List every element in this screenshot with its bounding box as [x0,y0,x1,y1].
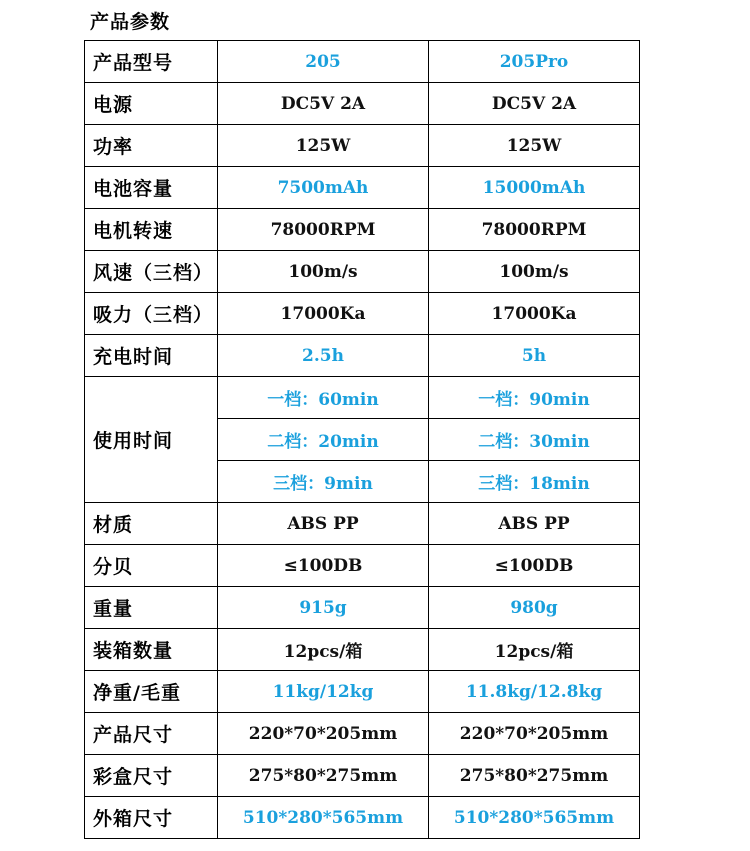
row-label: 使用时间 [85,377,218,503]
table-cell: 915g [218,587,429,629]
table-cell: 二档：30min [429,419,640,461]
row-label: 外箱尺寸 [85,797,218,839]
table-cell: ≤100DB [429,545,640,587]
table-cell: 275*80*275mm [429,755,640,797]
row-label: 产品尺寸 [85,713,218,755]
table-row-weight [85,587,640,629]
row-label: 净重/毛重 [85,671,218,713]
row-label: 风速（三档） [85,251,218,293]
table-cell: 510*280*565mm [218,797,429,839]
row-label: 材质 [85,503,218,545]
table-row-wattage [85,125,640,167]
row-label: 电池容量 [85,167,218,209]
table-row-charge-time [85,335,640,377]
table-cell: 11kg/12kg [218,671,429,713]
table-row-product-size [85,713,640,755]
table-cell: ≤100DB [218,545,429,587]
table-cell: 78000RPM [218,209,429,251]
table-cell: 一档：60min [218,377,429,419]
table-row-usage-1 [85,377,640,419]
table-cell: 220*70*205mm [218,713,429,755]
row-label: 重量 [85,587,218,629]
table-row-carton-size [85,797,640,839]
table-row-battery [85,167,640,209]
row-label: 功率 [85,125,218,167]
table-row-net-gross-weight [85,671,640,713]
table-cell: 5h [429,335,640,377]
table-cell: 12pcs/箱 [429,629,640,671]
table-cell: 17000Ka [218,293,429,335]
table-cell: 三档：9min [218,461,429,503]
row-label: 装箱数量 [85,629,218,671]
table-cell: 二档：20min [218,419,429,461]
table-row-box-size [85,755,640,797]
table-cell: 15000mAh [429,167,640,209]
table-cell: 17000Ka [429,293,640,335]
row-label: 产品型号 [85,41,218,83]
table-cell: 12pcs/箱 [218,629,429,671]
table-cell: ABS PP [218,503,429,545]
table-cell: 100m/s [218,251,429,293]
table-cell: 一档：90min [429,377,640,419]
model-205pro-cell: 205Pro [429,41,640,83]
table-cell: 125W [429,125,640,167]
table-cell: 220*70*205mm [429,713,640,755]
row-label: 电机转速 [85,209,218,251]
table-cell: ABS PP [429,503,640,545]
table-cell: DC5V 2A [218,83,429,125]
row-label: 充电时间 [85,335,218,377]
table-cell: 510*280*565mm [429,797,640,839]
table-row-power-supply [85,83,640,125]
row-label: 吸力（三档） [85,293,218,335]
table-row-decibel [85,545,640,587]
row-label: 彩盒尺寸 [85,755,218,797]
table-cell: 125W [218,125,429,167]
table-row-material [85,503,640,545]
table-row-suction [85,293,640,335]
table-cell: 7500mAh [218,167,429,209]
table-cell: 275*80*275mm [218,755,429,797]
table-row-motor-speed [85,209,640,251]
row-label: 分贝 [85,545,218,587]
table-cell: DC5V 2A [429,83,640,125]
table-cell: 100m/s [429,251,640,293]
table-row-packing-qty [85,629,640,671]
table-cell: 78000RPM [429,209,640,251]
table-cell: 980g [429,587,640,629]
table-cell: 三档：18min [429,461,640,503]
table-row-wind-speed [85,251,640,293]
page-title: 产品参数 [90,11,171,33]
table-cell: 11.8kg/12.8kg [429,671,640,713]
table-cell: 2.5h [218,335,429,377]
spec-table [84,40,640,839]
table-row-model [85,41,640,83]
model-205-cell: 205 [218,41,429,83]
row-label: 电源 [85,83,218,125]
